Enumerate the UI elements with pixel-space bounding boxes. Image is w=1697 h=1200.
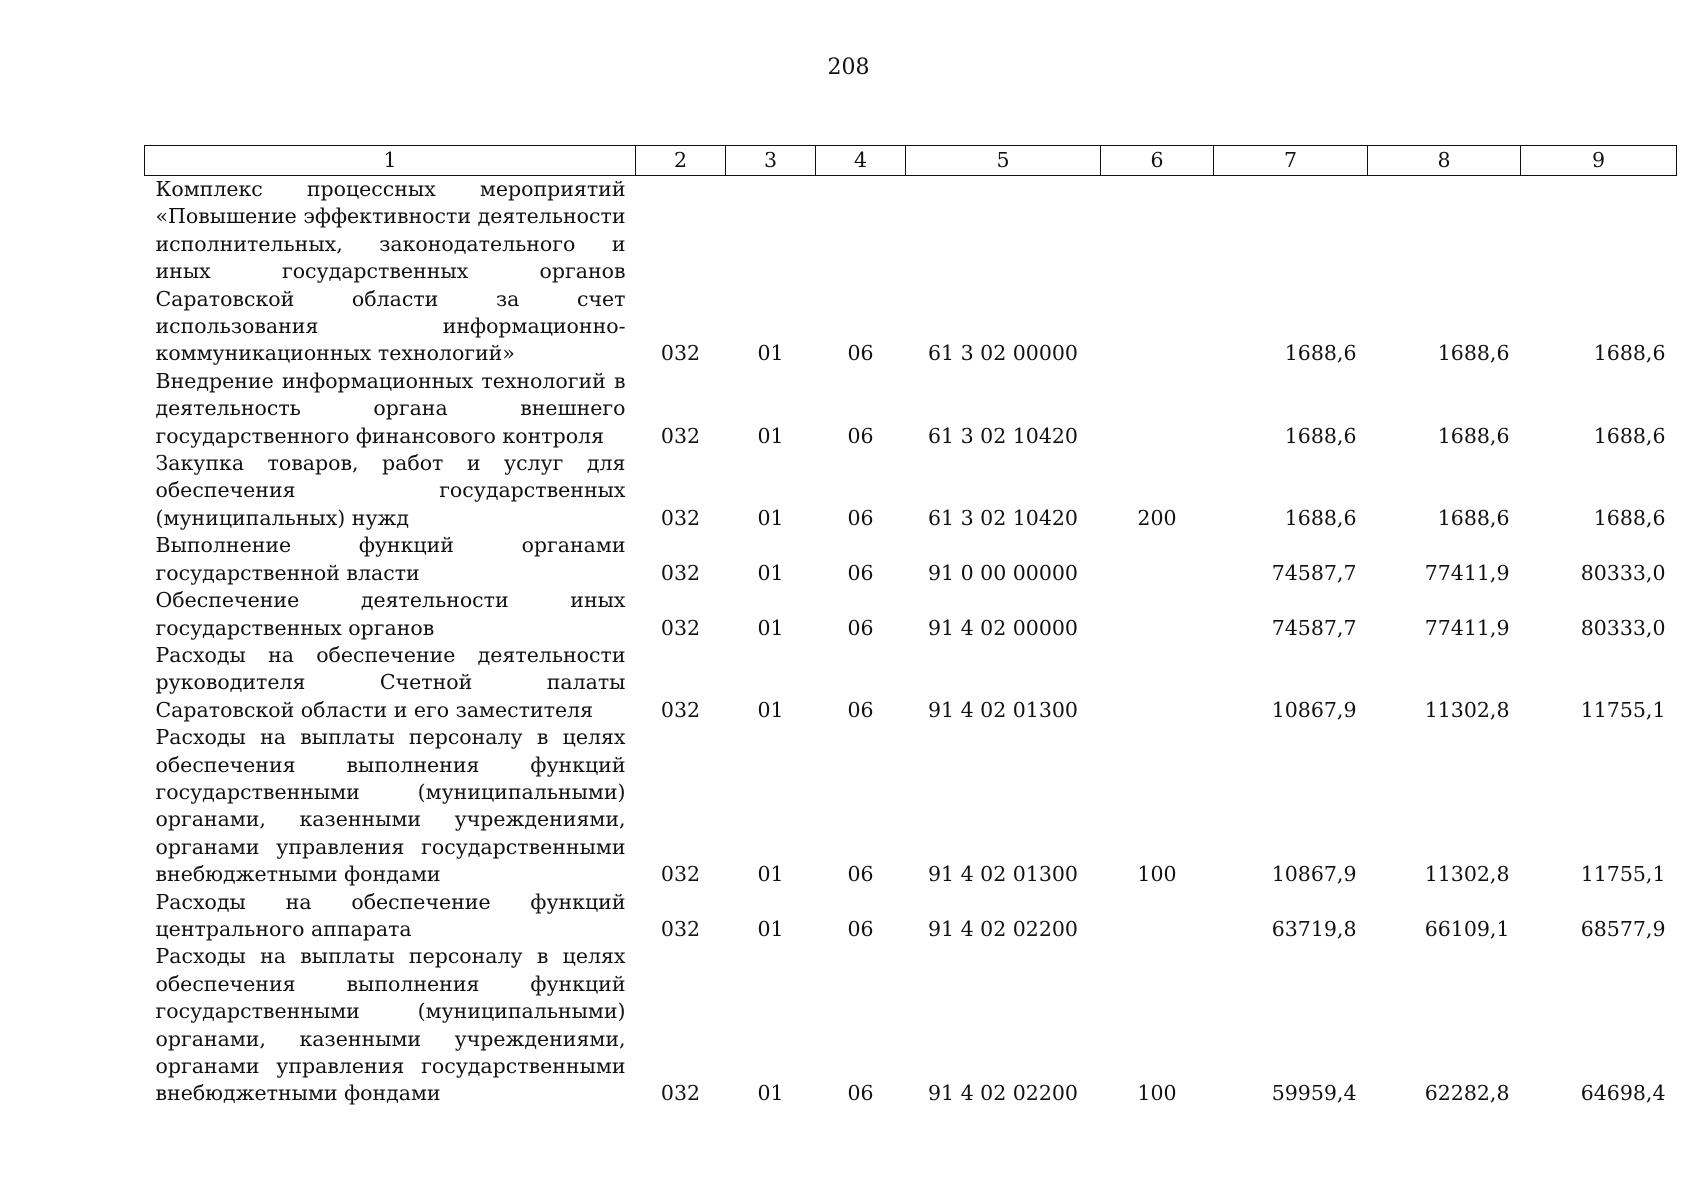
- budget-table: [144, 145, 1677, 1108]
- section-code: 01: [757, 505, 784, 530]
- target-item-code: 91 0 00 00000: [928, 560, 1078, 585]
- target-item-code: 91 4 02 02200: [928, 916, 1078, 941]
- section-code: 01: [757, 916, 784, 941]
- expense-type-code: [1101, 176, 1214, 368]
- expense-type-code: [1101, 889, 1214, 944]
- amount-year-2: 11302,8: [1424, 862, 1510, 887]
- target-item-code: 91 4 02 01300: [928, 697, 1078, 722]
- table-body: [145, 176, 1677, 1108]
- page-number: 208: [827, 55, 870, 80]
- department-code: 032: [660, 615, 701, 640]
- department-code: 032: [660, 697, 701, 722]
- header-cell-9: 9: [1521, 146, 1677, 176]
- department-code: 032: [660, 505, 701, 530]
- amount-year-1: 1688,6: [1284, 505, 1357, 530]
- subsection-code: 06: [847, 615, 874, 640]
- expense-name: Расходы на выплаты персоналу в целях обеспечения выполнения функций государственными (муниципальными) органами, казенными учреждениями, органами управления государственными внебюджетными фондами: [155, 725, 626, 887]
- target-item-code: 91 4 02 00000: [928, 615, 1078, 640]
- target-item-code: 61 3 02 10420: [928, 505, 1078, 530]
- table-row: [145, 724, 1677, 888]
- header-row: [145, 146, 1677, 176]
- expense-type-code: [1101, 532, 1214, 587]
- section-code: 01: [757, 615, 784, 640]
- amount-year-2: 62282,8: [1424, 1081, 1510, 1106]
- header-cell-2: 2: [636, 146, 726, 176]
- amount-year-2: 77411,9: [1424, 615, 1510, 640]
- table-row: [145, 889, 1677, 944]
- department-code: 032: [660, 862, 701, 887]
- amount-year-1: 74587,7: [1271, 615, 1357, 640]
- amount-year-2: 66109,1: [1424, 916, 1510, 941]
- amount-year-1: 1688,6: [1284, 341, 1357, 366]
- expense-name: Расходы на обеспечение функций центрального аппарата: [155, 889, 626, 941]
- amount-year-1: 59959,4: [1271, 1081, 1357, 1106]
- amount-year-2: 1688,6: [1437, 423, 1510, 448]
- header-cell-8: 8: [1368, 146, 1521, 176]
- subsection-code: 06: [847, 697, 874, 722]
- subsection-code: 06: [847, 862, 874, 887]
- department-code: 032: [660, 423, 701, 448]
- expense-name: Выполнение функций органами государственной власти: [155, 533, 626, 585]
- section-code: 01: [757, 423, 784, 448]
- table-row: [145, 532, 1677, 587]
- amount-year-2: 11302,8: [1424, 697, 1510, 722]
- section-code: 01: [757, 697, 784, 722]
- expense-type-code: 100: [1137, 862, 1177, 887]
- amount-year-3: 80333,0: [1580, 560, 1666, 585]
- header-cell-6: 6: [1101, 146, 1214, 176]
- table-row: [145, 587, 1677, 642]
- table-row: [145, 176, 1677, 368]
- amount-year-3: 1688,6: [1593, 423, 1666, 448]
- department-code: 032: [660, 1081, 701, 1106]
- subsection-code: 06: [847, 560, 874, 585]
- table-row: [145, 642, 1677, 724]
- amount-year-3: 11755,1: [1580, 862, 1666, 887]
- table-row: [145, 943, 1677, 1107]
- header-cell-3: 3: [726, 146, 816, 176]
- header-cell-1: 1: [145, 146, 636, 176]
- amount-year-2: 1688,6: [1437, 341, 1510, 366]
- expense-type-code: [1101, 642, 1214, 724]
- subsection-code: 06: [847, 423, 874, 448]
- amount-year-3: 11755,1: [1580, 697, 1666, 722]
- amount-year-1: 1688,6: [1284, 423, 1357, 448]
- expense-type-code: [1101, 587, 1214, 642]
- amount-year-1: 63719,8: [1271, 916, 1357, 941]
- table-row: [145, 368, 1677, 450]
- expense-name: Закупка товаров, работ и услуг для обеспечения государственных (муниципальных) нужд: [155, 451, 626, 530]
- section-code: 01: [757, 1081, 784, 1106]
- expense-name: Внедрение информационных технологий в деятельность органа внешнего государственного финансового контроля: [155, 368, 626, 448]
- subsection-code: 06: [847, 505, 874, 530]
- amount-year-3: 80333,0: [1580, 615, 1666, 640]
- amount-year-1: 10867,9: [1271, 697, 1357, 722]
- department-code: 032: [660, 560, 701, 585]
- amount-year-1: 10867,9: [1271, 862, 1357, 887]
- department-code: 032: [660, 916, 701, 941]
- subsection-code: 06: [847, 341, 874, 366]
- section-code: 01: [757, 341, 784, 366]
- amount-year-3: 68577,9: [1580, 916, 1666, 941]
- table-header: [145, 146, 1677, 176]
- expense-name: Комплекс процессных мероприятий «Повышение эффективности деятельности исполнительных, законодательного и иных государственных органов Саратовской области за счет использования информационно-коммуникационных технологий»: [155, 177, 626, 366]
- target-item-code: 61 3 02 10420: [928, 423, 1078, 448]
- amount-year-3: 64698,4: [1580, 1081, 1666, 1106]
- target-item-code: 91 4 02 02200: [928, 1081, 1078, 1106]
- amount-year-2: 1688,6: [1437, 505, 1510, 530]
- amount-year-2: 77411,9: [1424, 560, 1510, 585]
- target-item-code: 91 4 02 01300: [928, 862, 1078, 887]
- header-cell-4: 4: [816, 146, 906, 176]
- amount-year-1: 74587,7: [1271, 560, 1357, 585]
- header-cell-5: 5: [906, 146, 1101, 176]
- table-row: [145, 450, 1677, 532]
- department-code: 032: [660, 341, 701, 366]
- expense-name: Расходы на выплаты персоналу в целях обеспечения выполнения функций государственными (муниципальными) органами, казенными учреждениями, органами управления государственными внебюджетными фондами: [155, 944, 626, 1106]
- section-code: 01: [757, 862, 784, 887]
- expense-type-code: 200: [1137, 505, 1177, 530]
- expense-type-code: [1101, 368, 1214, 450]
- target-item-code: 61 3 02 00000: [928, 341, 1078, 366]
- subsection-code: 06: [847, 916, 874, 941]
- amount-year-3: 1688,6: [1593, 341, 1666, 366]
- expense-name: Расходы на обеспечение деятельности руководителя Счетной палаты Саратовской области и его заместителя: [155, 642, 626, 722]
- expense-name: Обеспечение деятельности иных государственных органов: [155, 588, 626, 640]
- header-cell-7: 7: [1214, 146, 1368, 176]
- amount-year-3: 1688,6: [1593, 505, 1666, 530]
- subsection-code: 06: [847, 1081, 874, 1106]
- expense-type-code: 100: [1137, 1081, 1177, 1106]
- section-code: 01: [757, 560, 784, 585]
